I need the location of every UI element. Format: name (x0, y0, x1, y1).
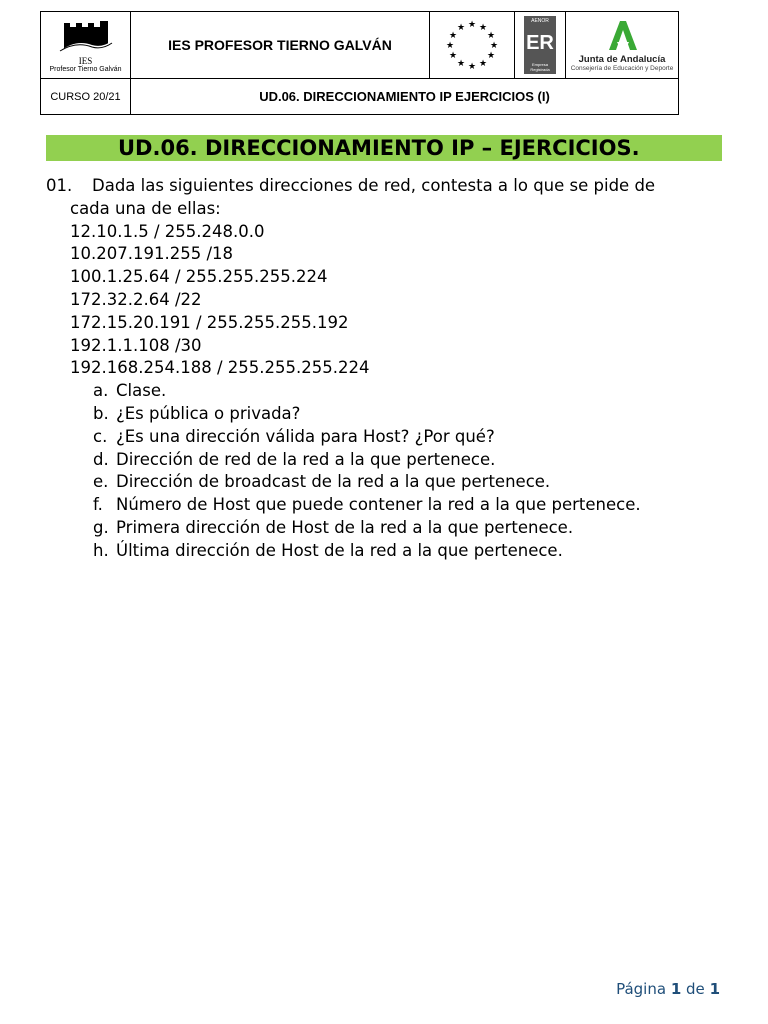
footer-total-pages: 1 (709, 980, 720, 998)
exercise-intro-line2: cada una de ellas: (70, 198, 221, 218)
svg-text:★: ★ (489, 41, 499, 51)
address-item: 12.10.1.5 / 255.248.0.0 (70, 221, 265, 241)
option-letter: f. (93, 495, 103, 515)
option-text: Número de Host que puede contener la red a la que pertenece. (116, 495, 641, 515)
exercise-content (46, 175, 722, 563)
junta-subtitle: Consejería de Educación y Deporte (570, 65, 674, 72)
address-item: 10.207.191.255 /18 (70, 244, 234, 264)
option-letter: g. (93, 517, 109, 537)
option-text: Primera dirección de Host de la red a la que pertenece. (116, 517, 574, 537)
logos-cell (430, 12, 679, 79)
address-item: 172.32.2.64 /22 (70, 289, 202, 309)
svg-text:★: ★ (467, 20, 477, 30)
option-text: ¿Es pública o privada? (116, 403, 301, 423)
svg-text:★: ★ (448, 31, 458, 41)
svg-text:★: ★ (478, 59, 488, 69)
option-letter: d. (93, 449, 109, 469)
option-text: ¿Es una dirección válida para Host? ¿Por qué? (116, 426, 495, 446)
svg-text:★: ★ (456, 59, 466, 69)
aenor-caption: Empresa Registrada (530, 62, 550, 72)
option-item (46, 471, 722, 494)
castle-icon (56, 17, 116, 53)
option-text: Clase. (116, 381, 167, 401)
page-title: UD.06. DIRECCIONAMIENTO IP – EJERCICIOS. (118, 136, 640, 160)
address-item: 192.168.254.188 / 255.255.255.224 (70, 358, 370, 378)
option-letter: e. (93, 472, 109, 492)
footer-current-page: 1 (670, 980, 682, 998)
school-logo-subtext: Profesor Tierno Galván (49, 66, 122, 73)
svg-text:★: ★ (467, 62, 477, 72)
aenor-er-mark: ER (526, 32, 554, 54)
option-item (46, 494, 722, 517)
option-item (46, 426, 722, 449)
aenor-logo (515, 12, 566, 78)
option-letter: b. (93, 403, 109, 423)
option-letter: h. (93, 540, 109, 560)
eu-flag (430, 12, 515, 78)
exercise-intro-line1: Dada las siguientes direcciones de red, contesta a lo que se pide de (92, 176, 656, 195)
exercise-intro (46, 175, 722, 198)
svg-text:★: ★ (486, 51, 496, 61)
unit-label: UD.06. DIRECCIONAMIENTO IP EJERCICIOS (I) (131, 79, 679, 115)
junta-a-icon (605, 18, 639, 52)
option-item (46, 517, 722, 540)
address-item: 192.1.1.108 /30 (70, 335, 202, 355)
option-item (46, 403, 722, 426)
option-text: Última dirección de Host de la red a la que pertenece. (116, 540, 563, 560)
eu-stars-icon (441, 17, 503, 73)
svg-text:★: ★ (448, 51, 458, 61)
course-label: CURSO 20/21 (41, 79, 131, 115)
exercise-number: 01. (46, 176, 73, 195)
junta-logo (566, 12, 678, 78)
option-text: Dirección de broadcast de la red a la que pertenece. (116, 472, 551, 492)
school-name: IES PROFESOR TIERNO GALVÁN (131, 12, 430, 79)
header-table (40, 11, 679, 115)
svg-text:★: ★ (486, 31, 496, 41)
option-letter: a. (93, 381, 109, 401)
option-item (46, 380, 722, 403)
address-item: 172.15.20.191 / 255.255.255.192 (70, 312, 349, 332)
school-logo-text: IES (78, 56, 93, 66)
school-logo (41, 12, 131, 79)
aenor-label: AENOR (531, 18, 549, 24)
option-item (46, 540, 722, 563)
svg-text:★: ★ (445, 41, 455, 51)
svg-text:★: ★ (456, 23, 466, 33)
page-footer (616, 980, 720, 998)
footer-page-word: Página (616, 980, 667, 998)
svg-text:★: ★ (478, 23, 488, 33)
footer-of-word: de (686, 980, 705, 998)
option-item (46, 449, 722, 472)
address-item: 100.1.25.64 / 255.255.255.224 (70, 267, 328, 287)
option-text: Dirección de red de la red a la que pertenece. (116, 449, 496, 469)
junta-name: Junta de Andalucía (578, 54, 666, 65)
option-letter: c. (93, 426, 108, 446)
